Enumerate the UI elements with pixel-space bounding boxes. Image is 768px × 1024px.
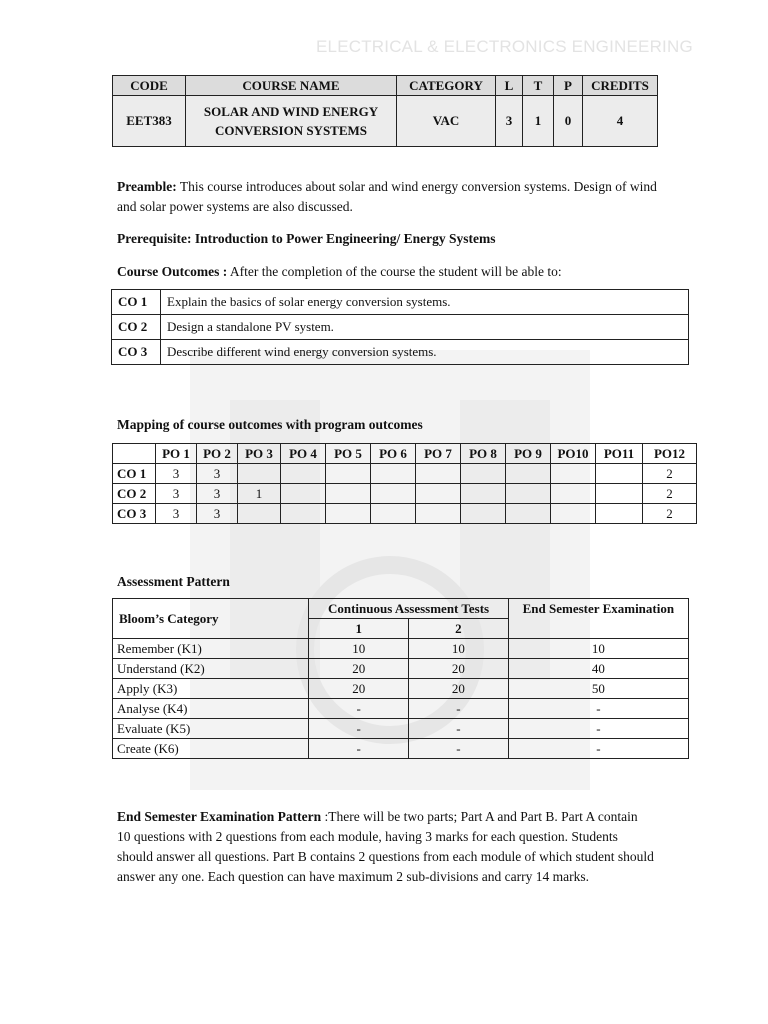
marks-cell: - <box>508 739 688 759</box>
p-header: P <box>554 76 583 96</box>
po-header: PO 7 <box>416 444 461 464</box>
mapping-cell <box>461 504 506 524</box>
mapping-cell: 3 <box>197 464 238 484</box>
po-header: PO 1 <box>156 444 197 464</box>
marks-cell: - <box>309 739 409 759</box>
mapping-cell <box>506 464 551 484</box>
mapping-cell <box>326 504 371 524</box>
po-header: PO 3 <box>238 444 281 464</box>
co-row-label: CO 1 <box>113 464 156 484</box>
mapping-cell <box>326 464 371 484</box>
mapping-cell <box>281 484 326 504</box>
l-header: L <box>496 76 523 96</box>
table-row <box>113 639 689 659</box>
table-row <box>113 699 689 719</box>
marks-cell: - <box>409 719 509 739</box>
mapping-cell <box>461 464 506 484</box>
table-row <box>113 739 689 759</box>
t-header: T <box>523 76 554 96</box>
marks-cell: - <box>508 719 688 739</box>
assessment-title: Assessment Pattern <box>117 574 230 589</box>
bloom-level: Analyse (K4) <box>113 699 309 719</box>
prerequisite-label: Prerequisite: <box>117 231 192 246</box>
mapping-cell <box>551 484 596 504</box>
bloom-level: Understand (K2) <box>113 659 309 679</box>
marks-cell: 20 <box>309 679 409 699</box>
table-row <box>112 315 689 340</box>
bloom-level: Evaluate (K5) <box>113 719 309 739</box>
mapping-cell: 3 <box>156 504 197 524</box>
po-header: PO 8 <box>461 444 506 464</box>
course-outcomes-intro <box>117 262 657 282</box>
course-p: 0 <box>554 96 583 147</box>
mapping-cell <box>238 464 281 484</box>
department-header: ELECTRICAL & ELECTRONICS ENGINEERING <box>316 37 693 56</box>
exam-pattern-text: :There will be two parts; Part A and Part B. Part A contain 10 questions with 2 questions from each module, having 3 marks for each question. Students should answer all questions. Part B contains 2 questions from each module of which student should answer any one. Each question can have maximum 2 sub-divisions and carry 14 marks. <box>117 809 654 884</box>
co-row-label: CO 2 <box>113 484 156 504</box>
mapping-cell: 3 <box>156 484 197 504</box>
co-description: Design a standalone PV system. <box>161 315 689 340</box>
co-id: CO 1 <box>112 290 161 315</box>
bloom-category-header: Bloom’s Category <box>113 599 309 639</box>
marks-cell: - <box>309 699 409 719</box>
course-outcomes-label: Course Outcomes : <box>117 264 228 279</box>
marks-cell: - <box>409 739 509 759</box>
mapping-cell <box>596 484 643 504</box>
mapping-cell <box>416 464 461 484</box>
credits-header: CREDITS <box>583 76 658 96</box>
marks-cell: - <box>309 719 409 739</box>
code-header: CODE <box>113 76 186 96</box>
po-header: PO 4 <box>281 444 326 464</box>
mapping-cell <box>416 504 461 524</box>
marks-cell: 40 <box>508 659 688 679</box>
po-header: PO 9 <box>506 444 551 464</box>
po-header: PO 5 <box>326 444 371 464</box>
marks-cell: 10 <box>508 639 688 659</box>
mapping-cell: 2 <box>643 484 697 504</box>
course-name: SOLAR AND WIND ENERGY CONVERSION SYSTEMS <box>186 96 397 147</box>
marks-cell: - <box>508 699 688 719</box>
prerequisite-text: Introduction to Power Engineering/ Energy Systems <box>191 231 496 246</box>
category-header: CATEGORY <box>397 76 496 96</box>
mapping-cell <box>281 464 326 484</box>
course-t: 1 <box>523 96 554 147</box>
po-header: PO10 <box>551 444 596 464</box>
preamble-text: This course introduces about solar and wind energy conversion systems. Design of wind and solar power systems are also discussed. <box>117 179 657 214</box>
mapping-cell <box>371 464 416 484</box>
course-credits: 4 <box>583 96 658 147</box>
marks-cell: 20 <box>409 659 509 679</box>
table-row <box>113 464 697 484</box>
preamble <box>117 177 657 217</box>
co-description: Describe different wind energy conversion systems. <box>161 340 689 365</box>
bloom-level: Apply (K3) <box>113 679 309 699</box>
co-po-mapping-table <box>112 443 697 524</box>
mapping-cell <box>371 504 416 524</box>
po-header: PO 2 <box>197 444 238 464</box>
bloom-level: Create (K6) <box>113 739 309 759</box>
po-header <box>113 444 156 464</box>
mapping-cell <box>551 464 596 484</box>
marks-cell: 20 <box>309 659 409 679</box>
mapping-title: Mapping of course outcomes with program outcomes <box>117 417 423 432</box>
co-row-label: CO 3 <box>113 504 156 524</box>
preamble-label: Preamble: <box>117 179 177 194</box>
marks-cell: 50 <box>508 679 688 699</box>
mapping-cell <box>506 504 551 524</box>
po-header: PO11 <box>596 444 643 464</box>
mapping-cell: 3 <box>197 504 238 524</box>
mapping-cell: 2 <box>643 504 697 524</box>
table-row <box>113 659 689 679</box>
table-row <box>112 340 689 365</box>
mapping-cell: 3 <box>156 464 197 484</box>
mapping-cell <box>596 464 643 484</box>
table-row <box>113 719 689 739</box>
table-row <box>113 484 697 504</box>
marks-cell: - <box>409 699 509 719</box>
marks-cell: 20 <box>409 679 509 699</box>
exam-pattern-label: End Semester Examination Pattern <box>117 809 322 824</box>
mapping-cell <box>238 504 281 524</box>
mapping-cell <box>461 484 506 504</box>
prerequisite <box>117 229 657 249</box>
course-l: 3 <box>496 96 523 147</box>
mapping-cell: 1 <box>238 484 281 504</box>
mapping-cell <box>371 484 416 504</box>
course-info-table <box>112 75 658 147</box>
mapping-cell <box>596 504 643 524</box>
mapping-cell <box>416 484 461 504</box>
table-row <box>113 679 689 699</box>
exam-pattern <box>117 807 654 887</box>
mapping-cell <box>326 484 371 504</box>
co-description: Explain the basics of solar energy conversion systems. <box>161 290 689 315</box>
assessment-pattern-table <box>112 598 689 759</box>
course-name-header: COURSE NAME <box>186 76 397 96</box>
marks-cell: 10 <box>409 639 509 659</box>
mapping-cell <box>281 504 326 524</box>
table-row <box>112 290 689 315</box>
ese-header: End Semester Examination <box>508 599 688 639</box>
po-header: PO12 <box>643 444 697 464</box>
mapping-cell <box>506 484 551 504</box>
test2-header: 2 <box>409 619 509 639</box>
table-row <box>113 504 697 524</box>
cat-header: Continuous Assessment Tests <box>309 599 508 619</box>
test1-header: 1 <box>309 619 409 639</box>
course-code: EET383 <box>113 96 186 147</box>
co-id: CO 3 <box>112 340 161 365</box>
bloom-level: Remember (K1) <box>113 639 309 659</box>
course-outcomes-table <box>111 289 689 365</box>
course-outcomes-text: After the completion of the course the student will be able to: <box>227 264 562 279</box>
course-category: VAC <box>397 96 496 147</box>
marks-cell: 10 <box>309 639 409 659</box>
mapping-cell: 2 <box>643 464 697 484</box>
mapping-cell: 3 <box>197 484 238 504</box>
mapping-cell <box>551 504 596 524</box>
po-header: PO 6 <box>371 444 416 464</box>
co-id: CO 2 <box>112 315 161 340</box>
